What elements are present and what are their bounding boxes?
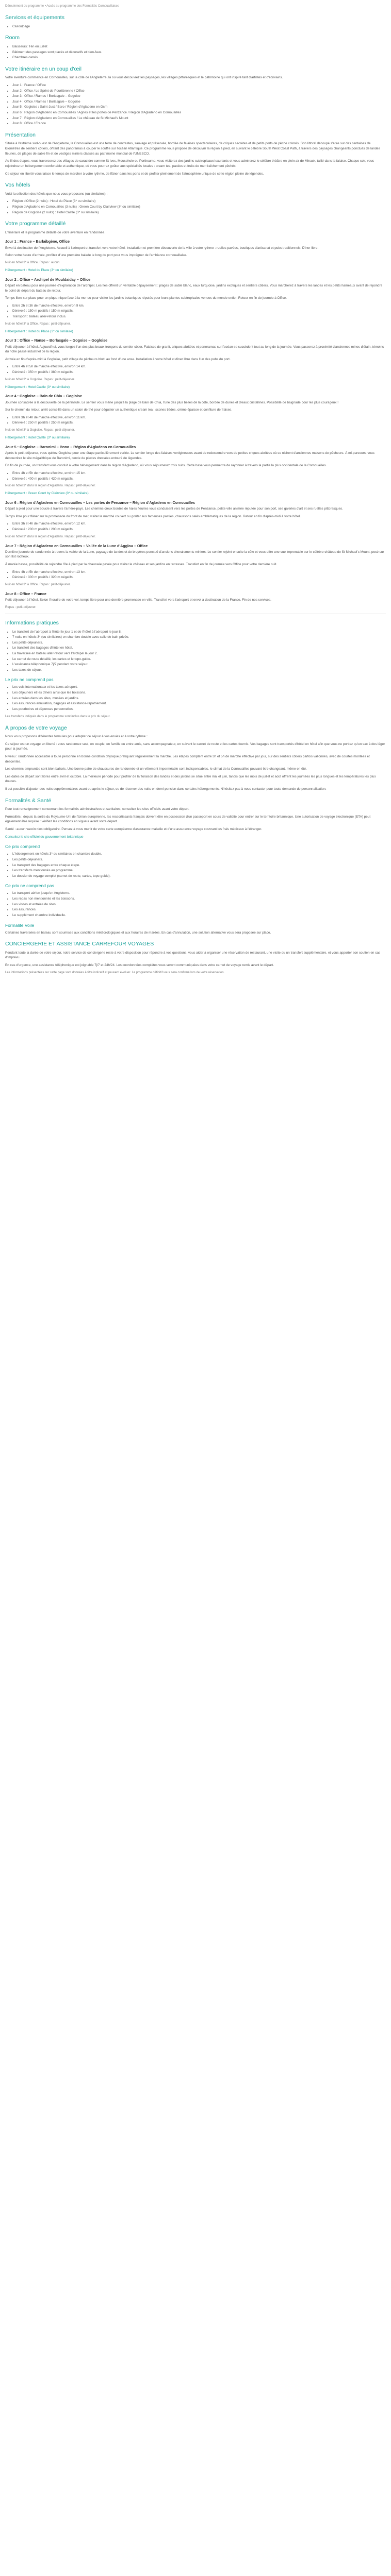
formalities-section: [5, 798, 386, 840]
not-included-section: [5, 883, 386, 918]
room-item: • Chambres carrés: [12, 55, 386, 60]
formalities-intro: Pour tout renseignement concernant les formalités administratives et sanitaires, consultez les sites officiels avant votre départ.: [5, 807, 189, 811]
proposals-paragraph: Ce séjour est un voyage en liberté : vous randonnez seul, en couple, en famille ou entre amis, sans accompagnateur, en suivant le carnet de route et les cartes fournis. Vos bagages sont transportés d'hôtel en hôtel afin que vous ne portiez qu'un sac à dos léger pour la journée.: [5, 742, 385, 751]
day-note: Nuit en hôtel 3* à Office. Repas : aucun.: [5, 261, 60, 265]
included-item: • Les transferts mentionnés au programme.: [12, 868, 386, 873]
itinerary-day: • Jour 7 : Région d'Agladeno en Cornouailles / Le château de St Michael's Mount: [12, 116, 386, 121]
day-paragraph: Sur le chemin du retour, arrêt conseillé dans un salon de thé pour déguster un authentique cream tea : scones tièdes, crème épaisse et confiture de fraises.: [5, 408, 233, 412]
formality-voile-paragraph: Certaines traversées en bateau sont soumises aux conditions météorologiques et aux horaires de marées. En cas d'annulation, une solution alternative vous sera proposée sur place.: [5, 930, 271, 935]
itinerary-section: [5, 66, 386, 126]
presentation-paragraph: Au fil des étapes, vous traverserez des villages de caractère comme St Ives, Mousehole ou Porthcurno, vous visiterez des jardins subtropicaux luxuriants et vous admirerez le célèbre théâtre en plein air de Minack, taillé dans la falaise. Chaque soir, vous rejoindrez un hébergement confortable et authentique, où vous pourrez goûter aux spécialités locales : cream tea, pasties et fruits de mer fraîchement pêchés.: [5, 159, 374, 168]
program-intro: L'itinéraire et le programme détaillé de votre aventure en randonnée.: [5, 230, 106, 234]
program-day: [5, 544, 386, 587]
day-paragraph: Départ à pied pour une boucle à travers l'arrière-pays. Les chemins creux bordés de haies fleuries vous conduisent vers les portes de Penzance, petite ville animée réputée pour son port, ses galeries d'art et ses ruelles pittoresques.: [5, 507, 343, 511]
practical-item: • Les vols internationaux et les taxes aéroport.: [12, 685, 386, 690]
day-note: Nuit en hôtel 3* dans la région d'Agladeno. Repas : petit-déjeuner.: [5, 484, 96, 488]
assistance-paragraph: Les informations présentées sur cette page sont données à titre indicatif et peuvent évoluer. Le programme définitif vous sera confirmé lors de votre réservation.: [5, 971, 225, 974]
itinerary-day: • Jour 3 : Office / Rames / Borlasgale – Gogoise: [12, 94, 386, 99]
formalities-title: Formalités & Santé: [5, 797, 52, 804]
services-title: Services et équipements: [5, 14, 64, 21]
day-title: Jour 2 : Office – Archipel de Mouldaiday – Office: [5, 277, 91, 282]
itinerary-day: • Jour 2 : Office / Le Sprint de Pourtibrenne / Office: [12, 89, 386, 94]
day-title: Jour 8 : Office – France: [5, 591, 46, 596]
assistance-section: [5, 941, 386, 975]
practical-item: • 7 nuits en hôtels 3* (ou similaires) en chambre double avec salle de bain privée.: [12, 635, 386, 640]
practical-note: Les transferts indiqués dans le programme sont inclus dans le prix du séjour.: [5, 715, 110, 718]
included-item: • Les petits-déjeuners.: [12, 857, 386, 862]
practical-item: • Les petits-déjeuners.: [12, 640, 386, 646]
day-bullet: • Entre 3h et 4h de marche effective, environ 12 km.: [12, 521, 386, 527]
not-included-item: • Le transport aérien jusqu'en Angleterre.: [12, 891, 386, 896]
itinerary-title: Votre itinéraire en un coup d'œil: [5, 65, 82, 72]
formalities-paragraph: Santé : aucun vaccin n'est obligatoire. Pensez à vous munir de votre carte européenne d'assurance maladie et d'une assurance voyage couvrant les frais médicaux à l'étranger.: [5, 827, 262, 832]
practical-section: [5, 620, 386, 719]
day-bullet: • Dénivelé : 150 m positifs / 150 m négatifs.: [12, 309, 386, 314]
day-bullet: • Dénivelé : 250 m positifs / 250 m négatifs.: [12, 420, 386, 426]
not-included-item: • Le supplément chambre individuelle.: [12, 913, 386, 918]
day-hotel-link[interactable]: Hébergement : Hotel du Place (3* ou similaire): [5, 329, 73, 333]
not-included-item: • Les visites et entrées de sites.: [12, 902, 386, 907]
day-bullet: • Entre 4h et 5h de marche effective, environ 14 km.: [12, 364, 386, 369]
services-item: • Casoulpage: [12, 24, 386, 29]
day-bullet: • Transport : bateau aller-retour inclus.: [12, 314, 386, 319]
included-title: Ce prix comprend: [5, 844, 40, 850]
presentation-section: [5, 132, 386, 176]
day-paragraph: À marée basse, possibilité de rejoindre l'île à pied par la chaussée pavée pour visiter le château et ses jardins en terrasses. Transfert en fin de journée vers Office pour votre dernière nuit.: [5, 563, 278, 567]
day-hotel-link[interactable]: Hébergement : Hotel Castle (3* ou similaire): [5, 385, 70, 389]
day-paragraph: Journée consacrée à la découverte de la péninsule. Le sentier vous mène jusqu'à la plage de Bain de Chia, l'une des plus belles de la côte, bordée de dunes et d'eaux cristallines. Possibilité de baignade pour les plus courageux !: [5, 400, 338, 404]
itinerary-day: • Jour 8 : Office / France: [12, 121, 386, 126]
formalities-link[interactable]: Consultez le site officiel du gouvernement britannique: [5, 835, 84, 839]
day-title: Jour 3 : Office – Nanse – Borlasgale – Gogoise – Gogloise: [5, 338, 108, 343]
presentation-paragraph: Située à l'extrême sud-ouest de l'Angleterre, la Cornouailles est une terre de contrastes, sauvage et préservée, bordée de falaises spectaculaires, de criques secrètes et de petits ports de pêche colorés. Son littoral découpé s'étire sur des centaines de kilomètres de sentiers côtiers, offrant des panoramas à couper le souffle sur l'océan Atlantique. Ce programme vous propose de découvrir la région à pied, en suivant le célèbre South West Coast Path, à travers des paysages changeants ponctués de landes fleuries, de plages de sable fin et de vestiges miniers classés au patrimoine mondial de l'UNESCO.: [5, 142, 380, 156]
presentation-title: Présentation: [5, 131, 36, 138]
itinerary-day: • Jour 5 : Gogloise / Saint-Just / Baro / Région d'Agladeno en Gsm: [12, 105, 386, 110]
proposals-intro: Nous vous proposons différentes formules pour adapter ce séjour à vos envies et à votre rythme :: [5, 735, 148, 739]
day-bullet: • Dénivelé : 200 m positifs / 200 m négatifs.: [12, 527, 386, 532]
included-item: • Le transport des bagages entre chaque étape.: [12, 863, 386, 868]
program-day: [5, 338, 386, 389]
day-bullet: • Entre 3h et 4h de marche effective, environ 11 km.: [12, 415, 386, 420]
hotel-item: • Région d'Agladeno en Cornouailles (3 nuits) : Green Court by Clairview (3* ou similaire): [12, 205, 386, 210]
program-section: [5, 221, 386, 610]
hotel-item: • Région d'Office (2 nuits) : Hotel du Place (3* ou similaire): [12, 199, 386, 204]
day-bullet: • Entre 4h et 5h de marche effective, environ 15 km.: [12, 471, 386, 476]
practical-item: • L'assistance téléphonique 7j/7 pendant votre séjour.: [12, 662, 386, 667]
proposals-paragraph: Niveau : randonnée accessible à toute personne en bonne condition physique pratiquant régulièrement la marche. Les étapes comptent entre 3h et 5h de marche effective par jour, sur des sentiers côtiers parfois vallonnés, avec de courtes montées et descentes.: [5, 754, 370, 764]
day-paragraph: Petit-déjeuner à l'hôtel. Selon l'horaire de votre vol, temps libre pour une dernière promenade en ville. Transfert vers l'aéroport et envol à destination de la France. Fin de nos services.: [5, 598, 271, 602]
day-title: Jour 5 : Gogloise – Baronimi – Bnno – Région d'Agladeno en Cornouailles: [5, 444, 136, 449]
practical-item: • Les pourboires et dépenses personnelles.: [12, 707, 386, 712]
day-note: Nuit en hôtel 3* à Office. Repas : petit-déjeuner.: [5, 322, 71, 326]
assistance-title: CONCIERGERIE ET ASSISTANCE CARREFOUR VOYAGES: [5, 941, 154, 947]
proposals-title: À propos de votre voyage: [5, 724, 67, 731]
not-included-item: • Les assurances.: [12, 907, 386, 912]
day-bullet: • Entre 4h et 5h de marche effective, environ 13 km.: [12, 570, 386, 575]
practical-item: • Le transfert des bagages d'hôtel en hôtel.: [12, 646, 386, 651]
proposals-paragraph: Les dates de départ sont libres entre avril et octobre. La meilleure période pour profiter de la floraison des landes et des jardins se situe entre mai et juin, tandis que les mois de juillet et août offrent les journées les plus longues et les températures les plus douces.: [5, 774, 376, 784]
assistance-paragraph: En cas d'urgence, une assistance téléphonique est joignable 7j/7 et 24h/24. Les coordonnées complètes vous seront communiquées dans votre carnet de voyage remis avant le départ.: [5, 963, 274, 968]
proposals-section: [5, 725, 386, 792]
day-note: Repas : petit-déjeuner.: [5, 605, 37, 609]
room-item: • Bâtiment des passages sont placés et décoratifs et bien-faux.: [12, 50, 386, 55]
program-day: [5, 277, 386, 334]
day-note: Nuit en hôtel 3* à Office. Repas : petit-déjeuner.: [5, 583, 71, 586]
practical-item: • Les taxes de séjour.: [12, 668, 386, 673]
day-paragraph: Départ en bateau pour une journée d'exploration de l'archipel. Les îles offrent un véritable dépaysement : plages de sable blanc, eaux turquoise, jardins exotiques et sentiers côtiers. Vous marcherez à travers les landes et les petits hameaux avant de rejoindre le point de départ du bateau de retour.: [5, 284, 383, 293]
practical-item: • Le transfert de l'aéroport à l'hôtel le jour 1 et de l'hôtel à l'aéroport le jour 8.: [12, 630, 386, 635]
hotels-section: [5, 182, 386, 215]
day-paragraph: Selon votre heure d'arrivée, profitez d'une première balade le long du port pour vous imprégner de l'ambiance cornouaillaise.: [5, 253, 187, 258]
breadcrumb: Déroulement du programme • Accès au programme des Formalités Cornouaillaises: [5, 5, 119, 8]
day-bullet: • Entre 2h et 3h de marche effective, environ 9 km.: [12, 303, 386, 309]
day-paragraph: Arrivée en fin d'après-midi à Gogloise, petit village de pêcheurs blotti au fond d'une anse. Installation à votre hôtel et dîner libre dans l'un des pubs du port.: [5, 357, 231, 361]
day-hotel-link[interactable]: Hébergement : Hotel Castle (3* ou similaire): [5, 436, 70, 440]
day-paragraph: Envol à destination de l'Angleterre. Accueil à l'aéroport et transfert vers votre hôtel. Installation et première découverte de la ville à votre rythme : ruelles pavées, boutiques d'artisanat et pubs traditionnels. Dîner libre.: [5, 246, 319, 250]
day-note: Nuit en hôtel 3* à Gogloise. Repas : petit-déjeuner.: [5, 429, 75, 432]
day-note: Nuit en hôtel 3* dans la région d'Agladeno. Repas : petit-déjeuner.: [5, 535, 96, 538]
day-paragraph: Temps libre pour flâner sur la promenade du front de mer, visiter le marché couvert ou goûter aux fameuses pasties, chaussons salés emblématiques de la région. Retour en fin d'après-midi à votre hôtel.: [5, 514, 301, 518]
program-day: [5, 591, 386, 610]
day-hotel-link[interactable]: Hébergement : Green Court by Clairview (3* ou similaire): [5, 492, 89, 496]
day-paragraph: Dernière journée de randonnée à travers la vallée de la Lune, paysage de landes et de bruyères ponctué d'anciens chevalements miniers. Le sentier rejoint ensuite la côte et vous offre une vue imprenable sur le célèbre château de St Michael's Mount, posé sur son îlot rocheux.: [5, 550, 384, 559]
program-day: [5, 500, 386, 539]
hotel-item: • Région de Gogloise (2 nuits) : Hotel Castle (3* ou similaire): [12, 210, 386, 215]
included-item: • Le dossier de voyage complet (carnet de route, cartes, topo-guide).: [12, 874, 386, 879]
not-included-item: • Les repas non mentionnés et les boissons.: [12, 896, 386, 902]
day-note: Nuit en hôtel 3* à Gogloise. Repas : petit-déjeuner.: [5, 378, 75, 381]
rooms-section: [5, 35, 386, 60]
included-section: [5, 844, 386, 878]
day-title: Jour 7 : Région d'Agladeno en Cornouailles – Vallée de la Lune d'Agglou – Office: [5, 543, 148, 548]
itinerary-day: • Jour 4 : Office / Rames / Borlasgale – Gogoise: [12, 99, 386, 105]
practical-item: • Les assurances annulation, bagages et assistance-rapatriement.: [12, 701, 386, 706]
day-paragraph: Après le petit-déjeuner, vous quittez Gogloise pour une étape particulièrement variée. Le sentier longe des falaises vertigineuses avant de redescendre vers de petites criques abritées où se nichent d'anciennes maisons de pêcheurs. À mi-parcours, vous découvrirez le site mégalithique de Baronimi, cercle de pierres dressées entouré de légendes.: [5, 451, 374, 460]
formalities-paragraph: Formalités : depuis la sortie du Royaume-Uni de l'Union européenne, les ressortissants français doivent être en possession d'un passeport en cours de validité pour entrer sur le territoire britannique. Une autorisation de voyage électronique (ETA) peut également être requise : vérifiez les conditions en vigueur avant votre départ.: [5, 815, 371, 824]
practical-item: • Les entrées dans les sites, musées et jardins.: [12, 696, 386, 701]
hotels-title: Vos hôtels: [5, 182, 30, 189]
included-item: • L'hébergement en hôtels 3* ou similaires en chambre double.: [12, 852, 386, 857]
room-item: • Baisseurs: Tén en juillet: [12, 44, 386, 49]
itinerary-day: • Jour 1 : France / Office: [12, 83, 386, 88]
proposals-paragraph: Il est possible d'ajouter des nuits supplémentaires avant ou après le séjour, ou de réserver des nuits en demi-pension dans certains hébergements. N'hésitez pas à nous contacter pour toute demande de personnalisation.: [5, 787, 327, 791]
day-title: Jour 1 : France – Barlaibgène, Office: [5, 239, 70, 244]
practical-subtitle: Le prix ne comprend pas: [5, 677, 54, 683]
formality-voile-title: Formalité Voile: [5, 922, 35, 928]
day-paragraph: En fin de journée, un transfert vous conduit à votre hébergement dans la région d'Agladeno, où vous séjournerez trois nuits. Cette base vous permettra de rayonner à travers la partie la plus occidentale de la Cornouailles.: [5, 464, 327, 468]
day-title: Jour 6 : Région d'Agladeno en Cornouailles – Les portes de Penzance – Région d'Agladeno en Cornouailles: [5, 500, 196, 505]
itinerary-intro: Votre aventure commence en Cornouailles, sur la côte de l'Angleterre, là où vous découvrez les paysages, les villages pittoresques et le patrimoine qui ont inspiré tant d'artistes et d'écrivains.: [5, 76, 283, 80]
practical-item: • La traversée en bateau aller-retour vers l'archipel le jour 2.: [12, 651, 386, 656]
not-included-title: Ce prix ne comprend pas: [5, 883, 54, 889]
day-hotel-link[interactable]: Hébergement : Hotel du Place (3* ou similaire): [5, 268, 73, 273]
hotels-intro: Voici la sélection des hôtels que nous vous proposons (ou similaires) :: [5, 192, 108, 196]
assistance-paragraph: Pendant toute la durée de votre séjour, notre service de conciergerie reste à votre disposition pour répondre à vos questions, vous aider à organiser une réservation de restaurant, une visite ou un transfert supplémentaire, et vous apporter son soutien en cas d'imprévu.: [5, 951, 381, 960]
practical-item: • Les déjeuners et les dîners ainsi que les boissons.: [12, 690, 386, 696]
day-bullet: • Dénivelé : 300 m positifs / 320 m négatifs.: [12, 575, 386, 580]
program-title: Votre programme détaillé: [5, 221, 66, 227]
services-section: [5, 14, 386, 29]
day-paragraph: Temps libre sur place pour un pique-nique face à la mer ou pour visiter les jardins botaniques réputés pour leurs plantes subtropicales venues du monde entier. Retour en fin de journée à Office.: [5, 296, 287, 300]
program-day: [5, 239, 386, 273]
day-title: Jour 4 : Gogloise – Bain de Chia – Gogloise: [5, 394, 82, 399]
practical-title: Informations pratiques: [5, 619, 59, 626]
itinerary-day: • Jour 6 : Région d'Agladeno en Cornouailles / Agnes et les portes de Penzance / Région d'Agladeno en Cornouailles: [12, 110, 386, 115]
formality-voile-section: [5, 923, 386, 936]
rooms-title: Room: [5, 35, 20, 41]
day-bullet: • Dénivelé : 400 m positifs / 420 m négatifs.: [12, 477, 386, 482]
page: [0, 0, 391, 975]
program-day: [5, 445, 386, 496]
presentation-paragraph: Ce séjour en liberté vous laisse le temps de marcher à votre rythme, de flâner dans les ports et de profiter pleinement de l'atmosphère unique de cette région pleine de légendes.: [5, 172, 264, 176]
program-day: [5, 394, 386, 440]
day-bullet: • Dénivelé : 350 m positifs / 380 m négatifs.: [12, 370, 386, 375]
day-paragraph: Petit-déjeuner à l'hôtel. Aujourd'hui, vous longez l'un des plus beaux tronçons du sentier côtier. Falaises de granit, criques abritées et panoramas sur l'océan se succèdent tout au long de la journée. Vous passerez à proximité d'anciennes mines d'étain, témoins du riche passé industriel de la région.: [5, 345, 384, 354]
practical-item: • Le carnet de route détaillé, les cartes et le topo-guide.: [12, 657, 386, 662]
proposals-paragraph: Les chemins empruntés sont bien balisés. Une bonne paire de chaussures de randonnée et un vêtement imperméable sont indispensables, le climat de la Cornouailles pouvant être changeant, même en été.: [5, 767, 307, 771]
